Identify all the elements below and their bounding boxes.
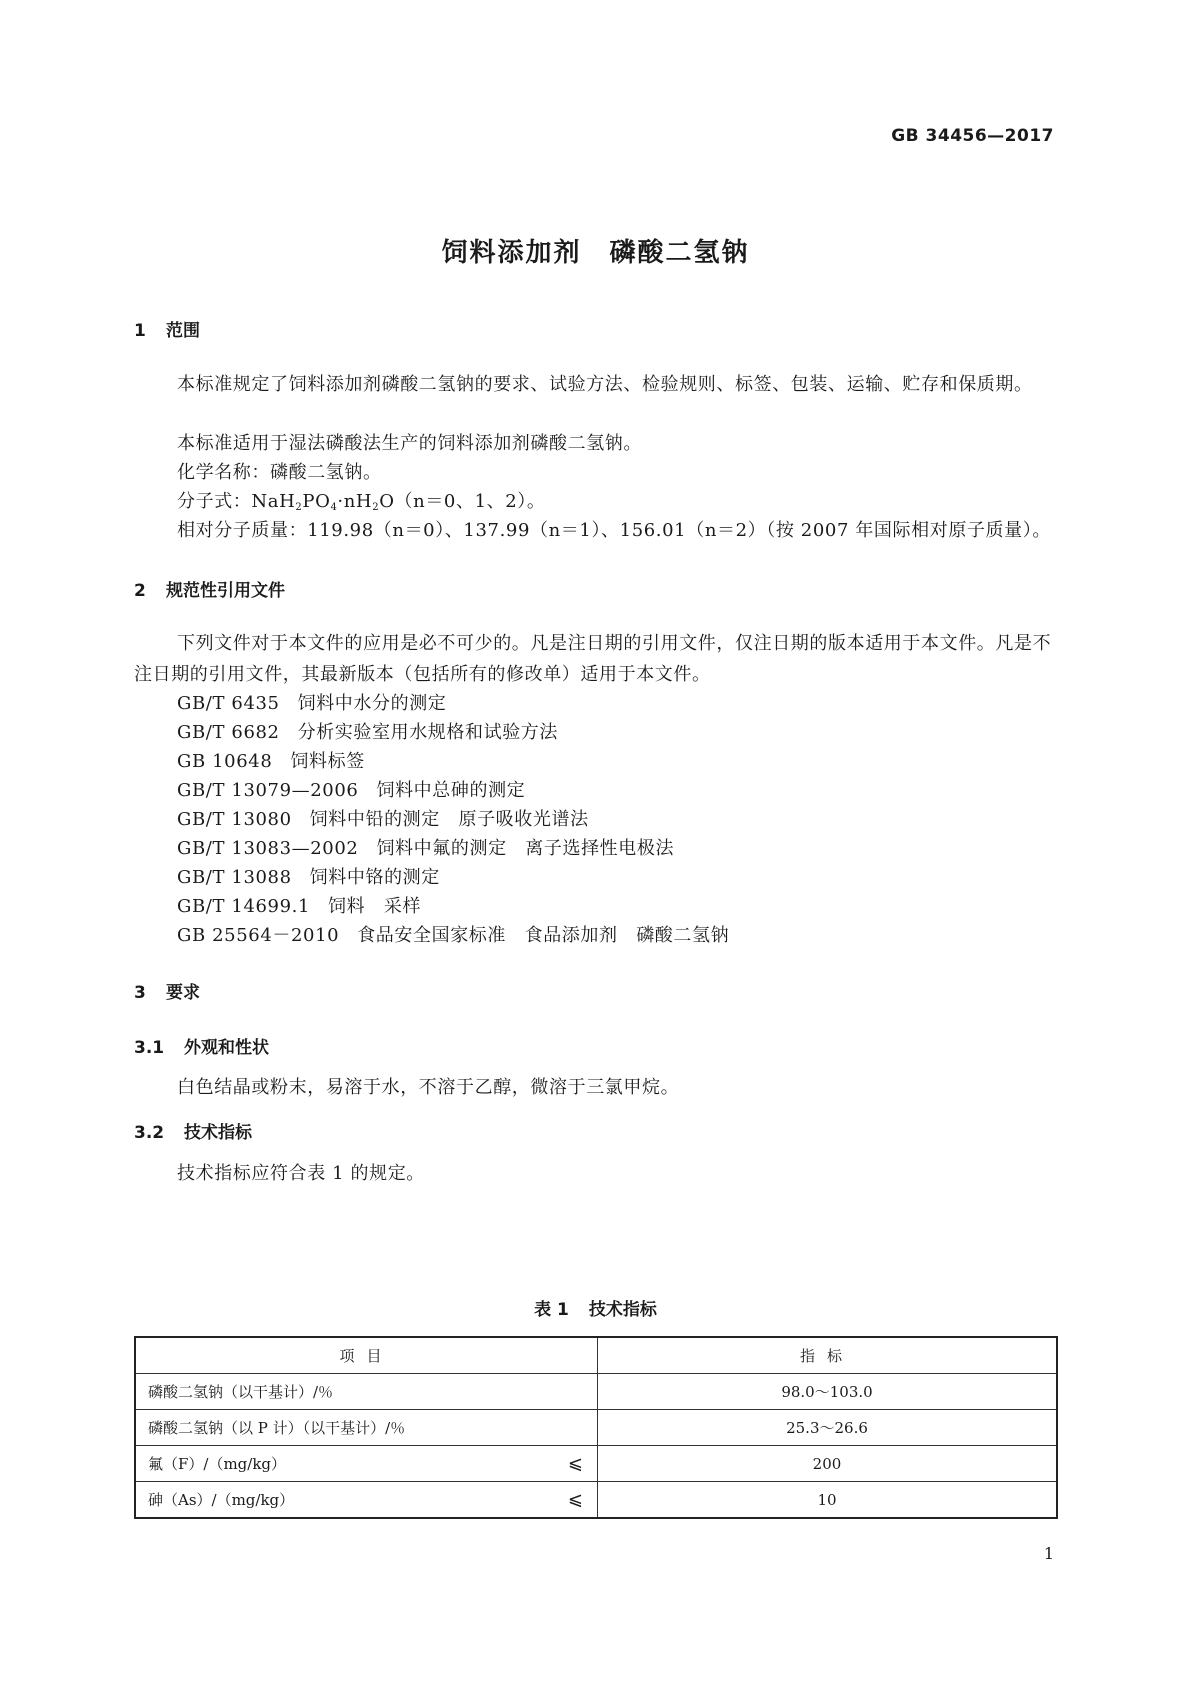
reference-item [177,747,365,773]
subsection-number: 3.1 [134,1038,165,1058]
reference-code: GB/T 13080 [177,809,292,830]
item-cell [135,1374,598,1410]
page-number: 1 [1043,1544,1054,1563]
molecular-mass: 相对分子质量：119.98（n＝0）、137.99（n＝1）、156.01（n＝2）（按 2007 年国际相对原子质量）。 [177,520,1051,541]
reference-title: 饲料标签 [290,751,365,772]
reference-title: 食品安全国家标准 食品添加剂 磷酸二氢钠 [357,925,730,946]
subsection-3-2-heading [134,1118,252,1143]
section-2-intro: 下列文件对于本文件的应用是必不可少的。凡是注日期的引用文件，仅注日期的版本适用于本文件。凡是不注日期的引用文件，其最新版本（包括所有的修改单）适用于本文件。 [134,633,1052,685]
section-number: 3 [134,983,146,1003]
spec-intro-text: 技术指标应符合表 1 的规定。 [177,1163,425,1184]
item-label: 磷酸二氢钠（以干基计）/％ [148,1383,334,1401]
reference-code: GB/T 13079—2006 [177,780,359,801]
section-2-heading [134,576,285,601]
comparison-symbol: ⩽ [567,1453,583,1474]
formula-subscript: 2 [295,502,303,513]
reference-code: GB 25564－2010 [177,925,340,946]
reference-item [177,892,421,918]
item-cell [135,1482,598,1519]
formula-part: PO [302,491,331,512]
table-row [135,1410,1057,1446]
value-cell: 10 [598,1482,1058,1519]
reference-code: GB/T 13088 [177,867,292,888]
subsection-3-1-heading [134,1033,269,1058]
reference-item [177,863,440,889]
item-label: 氟（F）/（mg/kg） [148,1455,287,1473]
reference-item [177,805,589,831]
table-row [135,1446,1057,1482]
item-cell [135,1410,598,1446]
formula-part: ·nH [337,491,373,512]
comparison-symbol: ⩽ [567,1489,583,1510]
molecular-formula [177,487,546,513]
reference-code: GB/T 13083—2002 [177,838,359,859]
table-caption [0,1295,1191,1320]
reference-item [177,834,674,860]
reference-code: GB/T 6682 [177,722,280,743]
formula-part: 分子式：NaH [177,491,296,512]
table-title: 技术指标 [588,1300,657,1320]
section-1-para-applicability: 本标准适用于湿法磷酸法生产的饲料添加剂磷酸二氢钠。 [177,433,642,454]
table-row [135,1482,1057,1519]
reference-code: GB/T 6435 [177,693,280,714]
item-label: 砷（As）/（mg/kg） [148,1491,295,1509]
section-3-heading [134,978,200,1003]
reference-title: 饲料 采样 [328,896,422,917]
reference-title: 饲料中总砷的测定 [376,780,526,801]
reference-title: 分析实验室用水规格和试验方法 [297,722,559,743]
reference-title: 饲料中铅的测定 原子吸收光谱法 [309,809,589,830]
section-1-para-scope: 本标准规定了饲料添加剂磷酸二氢钠的要求、试验方法、检验规则、标签、包装、运输、贮存和保质期。 [177,374,1033,395]
document-title: 饲料添加剂 磷酸二氢钠 [441,238,750,268]
formula-subscript: 4 [330,502,338,513]
section-title: 要求 [166,983,200,1003]
section-number: 1 [134,321,146,341]
section-number: 2 [134,581,146,601]
reference-item [177,776,525,802]
subsection-title: 外观和性状 [184,1038,269,1058]
value-cell: 25.3～26.6 [598,1410,1058,1446]
reference-item [177,718,558,744]
table-number: 表 1 [534,1300,569,1320]
reference-code: GB 10648 [177,751,273,772]
item-label: 磷酸二氢钠（以 P 计）（以干基计）/％ [148,1419,406,1437]
subsection-number: 3.2 [134,1123,165,1143]
reference-title: 饲料中铬的测定 [309,867,440,888]
reference-item [177,689,446,715]
chemical-name: 化学名称：磷酸二氢钠。 [177,462,382,483]
spec-table [134,1336,1058,1519]
value-cell: 98.0～103.0 [598,1374,1058,1410]
section-title: 规范性引用文件 [166,581,285,601]
appearance-text: 白色结晶或粉末，易溶于水，不溶于乙醇，微溶于三氯甲烷。 [177,1077,680,1098]
reference-title: 饲料中水分的测定 [297,693,447,714]
column-header-item: 项目 [135,1337,598,1374]
formula-part: O（n＝0、1、2）。 [379,491,546,512]
column-header-value: 指标 [598,1337,1058,1374]
section-title: 范围 [166,321,200,341]
value-cell: 200 [598,1446,1058,1482]
reference-item [177,921,729,947]
reference-title: 饲料中氟的测定 离子选择性电极法 [376,838,675,859]
formula-subscript: 2 [372,502,380,513]
subsection-title: 技术指标 [184,1123,252,1143]
section-1-heading [134,316,200,341]
standard-code: GB 34456—2017 [891,126,1054,146]
table-header-row [135,1337,1057,1374]
item-cell [135,1446,598,1482]
table-row [135,1374,1057,1410]
reference-code: GB/T 14699.1 [177,896,311,917]
